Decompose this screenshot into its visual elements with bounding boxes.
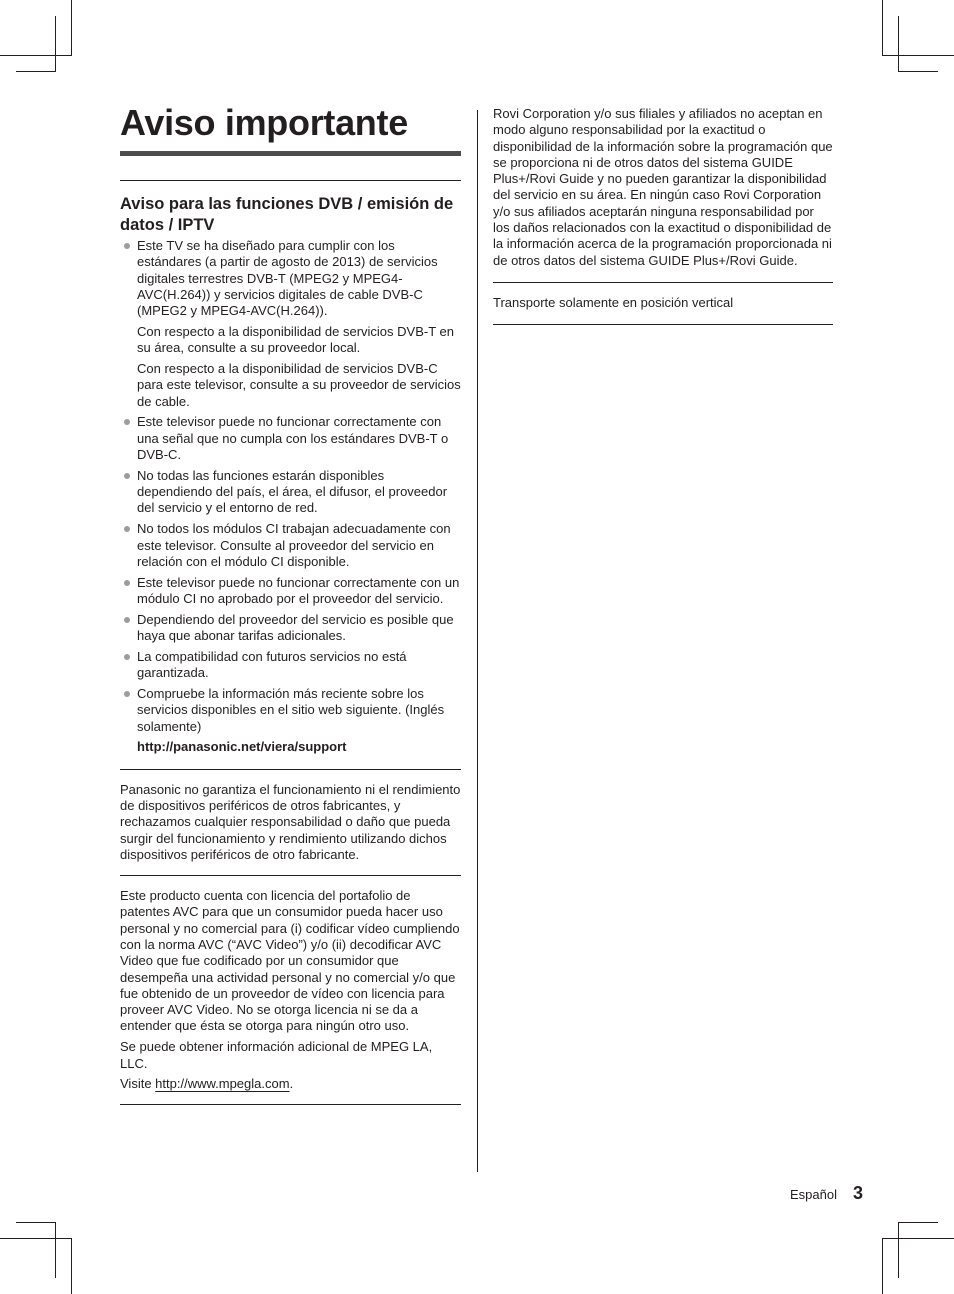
bullet-icon [124,654,130,660]
bullet-icon [124,580,130,586]
bullet-icon [124,419,130,425]
page-number: 3 [852,1183,863,1203]
title-rule [120,151,461,156]
column-divider [477,110,478,1172]
section-divider [120,875,461,876]
page-footer [790,1183,863,1204]
list-item: Este televisor puede no funcionar correctamente con una señal que no cumpla con los estándares DVB-T o DVB-C. [120,414,461,463]
section-divider [120,769,461,770]
language-label: Español [790,1187,837,1202]
page-title: Aviso importante [120,102,408,143]
bullet-icon [124,617,130,623]
bullet-icon [124,691,130,697]
visit-line: Visite http://www.mpegla.com. [120,1076,294,1092]
list-item: Dependiendo del proveedor del servicio es posible que haya que abonar tarifas adicionales. [120,612,461,645]
list-item: No todos los módulos CI trabajan adecuadamente con este televisor. Consulte al proveedor del servicio en relación con el módulo CI disponible. [120,521,461,570]
mpeg-la-info: Se puede obtener información adicional de MPEG LA, LLC. [120,1039,433,1071]
avc-license-text: Este producto cuenta con licencia del portafolio de patentes AVC para que un consumidor pueda hacer uso personal y no comercial para (i) codificar vídeo cumpliendo con la norma AVC (“AVC Video”) y/o (ii) decodificar AVC Video que fue codificado por un consumidor que desempeña una actividad personal y no comercial y/o que fue obtenido de un proveedor de vídeo con licencia para proveer AVC Video. No se otorga licencia ni se da a entender que ésta se otorga para ningún otro uso. [120,888,460,1034]
rovi-disclaimer: Rovi Corporation y/o sus filiales y afiliados no aceptan en modo alguno responsabilidad por la exactitud o disponibilidad de la información sobre la programación que se proporciona ni de otros datos del sistema GUIDE Plus+/Rovi Guide y no pueden garantizar la disponibilidad del servicio en su área. En ningún caso Rovi Corporation y/o sus afiliados aceptarán ninguna responsabilidad por los daños relacionados con la exactitud o disponibilidad de la información acerca de la programación proporcionada ni de otros datos del sistema GUIDE Plus+/Rovi Guide. [493,106,833,268]
panasonic-notice: Panasonic no garantiza el funcionamiento ni el rendimiento de dispositivos periféricos de otros fabricantes, y rechazamos cualquier responsabilidad o daño que pueda surgir del funcionamiento y rendimiento utilizando dichos dispositivos periféricos de otro fabricante. [120,781,461,862]
right-column [493,106,833,325]
bullet-icon [124,526,130,532]
bullet-icon [124,473,130,479]
section-divider [493,324,833,325]
support-link[interactable]: http://panasonic.net/viera/support [137,739,347,755]
section-divider [493,282,833,283]
bullet-icon [124,243,130,249]
list-item: No todas las funciones estarán disponibles dependiendo del país, el área, el difusor, el proveedor del servicio y el entorno de red. [120,468,461,517]
dvb-heading: Aviso para las funciones DVB / emisión de datos / IPTV [120,195,454,234]
dvb-bullet-list [120,238,461,756]
list-item: Este TV se ha diseñado para cumplir con los estándares (a partir de agosto de 2013) de servicios digitales terrestres DVB-T (MPEG2 y MPEG4-AVC(H.264)) y servicios digitales de cable DVB-C (MPEG2 y MPEG4-AVC(H.264)). Con respecto a la disponibilidad de servicios DVB-T en su área, consulte a su proveedor local. Con respecto a la disponibilidad de servicios DVB-C para este televisor, consulte a su proveedor de servicios de cable. [120,238,461,410]
list-item: Este televisor puede no funcionar correctamente con un módulo CI no aprobado por el proveedor del servicio. [120,575,461,608]
mpegla-link[interactable]: http://www.mpegla.com [155,1076,290,1092]
list-item: La compatibilidad con futuros servicios no está garantizada. [120,649,461,682]
transport-note: Transporte solamente en posición vertical [493,294,734,310]
list-item: Compruebe la información más reciente sobre los servicios disponibles en el sitio web siguiente. (Inglés solamente) http://panasonic.net/viera/support [120,686,461,756]
section-divider [120,180,461,181]
section-divider [120,1104,461,1105]
left-column [120,100,461,1105]
